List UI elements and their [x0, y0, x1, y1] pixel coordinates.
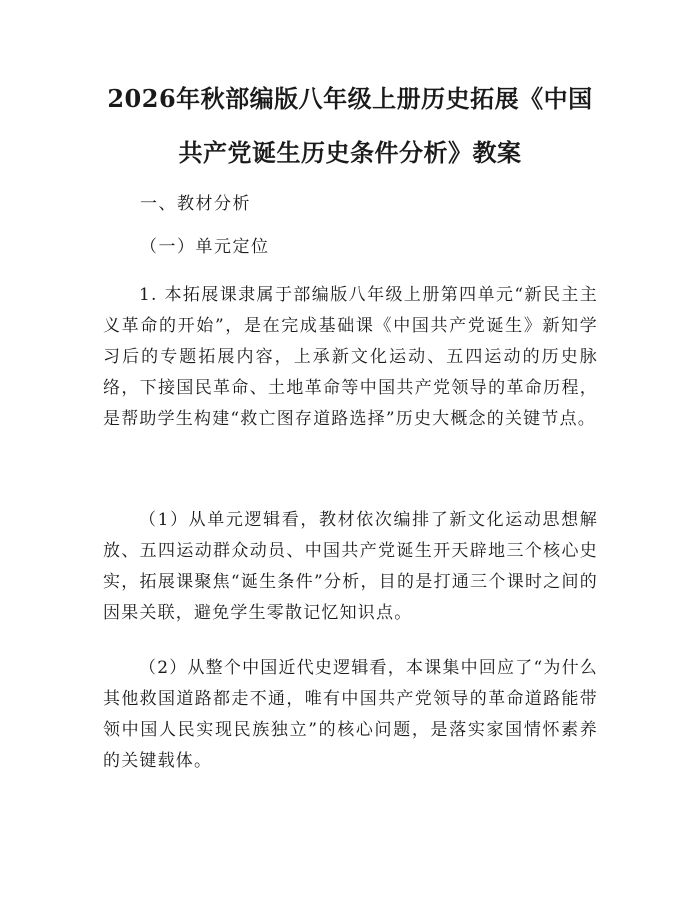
paragraph-2: （1）从单元逻辑看，教材依次编排了新文化运动思想解放、五四运动群众动员、中国共产党诞生开天辟地三个核心史实，拓展课聚焦“诞生条件”分析，目的是打通三个课时之间的因果关联，避免学生零散记忆知识点。 [103, 510, 598, 623]
paragraph-3: （2）从整个中国近代史逻辑看，本课集中回应了“为什么其他救国道路都走不通，唯有中国共产党领导的革命道路能带领中国人民实现民族独立”的核心问题，是落实家国情怀素养的关键载体。 [103, 658, 598, 771]
paragraph-1: 1. 本拓展课隶属于部编版八年级上册第四单元“新民主主义革命的开始”，是在完成基础课《中国共产党诞生》新知学习后的专题拓展内容，上承新文化运动、五四运动的历史脉络，下接国民革命、土地革命等中国共产党领导的革命历程，是帮助学生构建“救亡图存道路选择”历史大概念的关键节点。 [103, 285, 598, 429]
section-heading-textbook-analysis: 一、教材分析 [140, 194, 251, 214]
document-title-line-1: 2026年秋部编版八年级上册历史拓展《中国 [107, 84, 593, 113]
document-title-line-2: 共产党诞生历史条件分析》教案 [178, 138, 522, 167]
subsection-heading-unit-position: （一）单元定位 [140, 237, 270, 257]
